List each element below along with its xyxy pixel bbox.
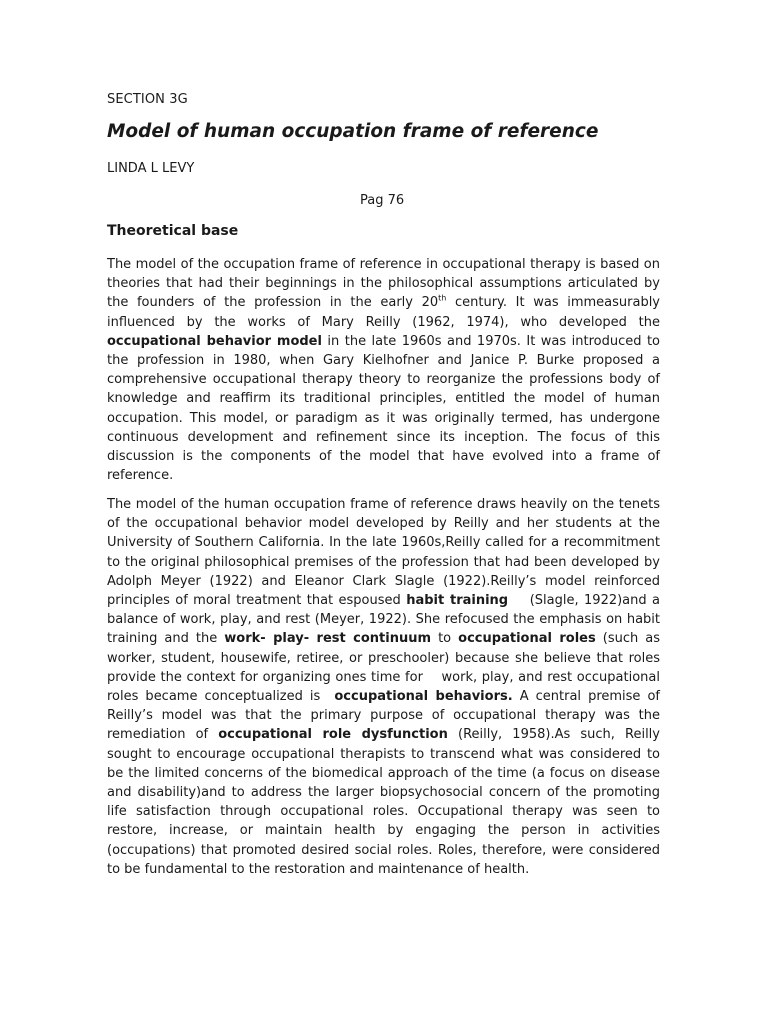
paragraph-1-text-3: in the late 1960s and 1970s. It was introduced to the profession in 1980, when Gary Kielhofner and Janice P. Burke proposed a comprehensive occupational therapy theory to reorganize the professions body of knowledge and reaffirm its traditional principles, entitled the model of human occupation. This model, or paradigm as it was originally termed, has undergone continuous development and refinement since its inception. The focus of this discussion is the components of the model that have evolved into a frame of reference.	[107, 333, 660, 484]
term-occupational-role-dysfunction: occupational role dysfunction	[218, 727, 448, 743]
author-name: LINDA L LEVY	[107, 161, 195, 176]
ordinal-superscript: th	[438, 294, 447, 304]
paragraph-1-text-1: The model of the occupation frame of reference in occupational therapy is based on theories that had their beginnings in the philosophical assumptions articulated by the founders of the profession in the early 20	[107, 257, 660, 311]
paragraph-2-text-1: The model of the human occupation frame of reference draws heavily on the tenets of the occupational behavior model developed by Reilly and her students at the University of Southern California. In the late 1960s,Reilly called for a recommitment to the original philosophical premises of the profession that had been developed by Adolph Meyer (1922) and Eleanor Clark Slagle (1922).Reilly’s model reinforced principles of moral treatment that espoused	[107, 497, 665, 609]
term-occupational-behaviors: occupational behaviors.	[334, 689, 513, 705]
term-occupational-behavior-model: occupational behavior model	[107, 333, 322, 349]
subheading-theoretical-base: Theoretical base	[107, 223, 239, 239]
paragraph-2-text-4: (such as worker, student, housewife, retiree, or preschooler) because she believe that roles provide the context for organizing ones time for work, play, and rest occupational roles became conceptualized is	[107, 631, 665, 705]
document-title: Model of human occupation frame of reference	[107, 121, 599, 142]
term-habit-training: habit training	[406, 593, 509, 609]
term-occupational-roles: occupational roles	[458, 631, 596, 647]
page-reference: Pag 76	[360, 193, 405, 208]
term-work-play-rest-continuum: work- play- rest continuum	[224, 631, 432, 647]
paragraph-1-text-2: century. It was immeasurably influenced by the works of Mary Reilly (1962, 1974), who developed the	[107, 295, 660, 330]
paragraph-2-text-3: to	[431, 631, 459, 647]
paragraph-2	[107, 495, 665, 879]
section-label: SECTION 3G	[107, 92, 188, 107]
paragraph-2-text-5: A central premise of Reilly’s model was that the primary purpose of occupational therapy was the remediation of	[107, 689, 665, 743]
paragraph-2-text-2: (Slagle, 1922)and a balance of work, play, and rest (Meyer, 1922). She refocused the emphasis on habit training and the	[107, 593, 665, 647]
paragraph-1	[107, 255, 660, 485]
paragraph-2-text-6: (Reilly, 1958).As such, Reilly sought to encourage occupational therapists to transcend what was considered to be the limited concerns of the biomedical approach of the time (a focus on disease and disability)and to address the larger biopsychosocial concern of the promoting life satisfaction through occupational roles. Occupational therapy was seen to restore, increase, or maintain health by engaging the person in activities (occupations) that promoted desired social roles. Roles, therefore, were considered to be fundamental to the restoration and maintenance of health.	[107, 727, 665, 877]
